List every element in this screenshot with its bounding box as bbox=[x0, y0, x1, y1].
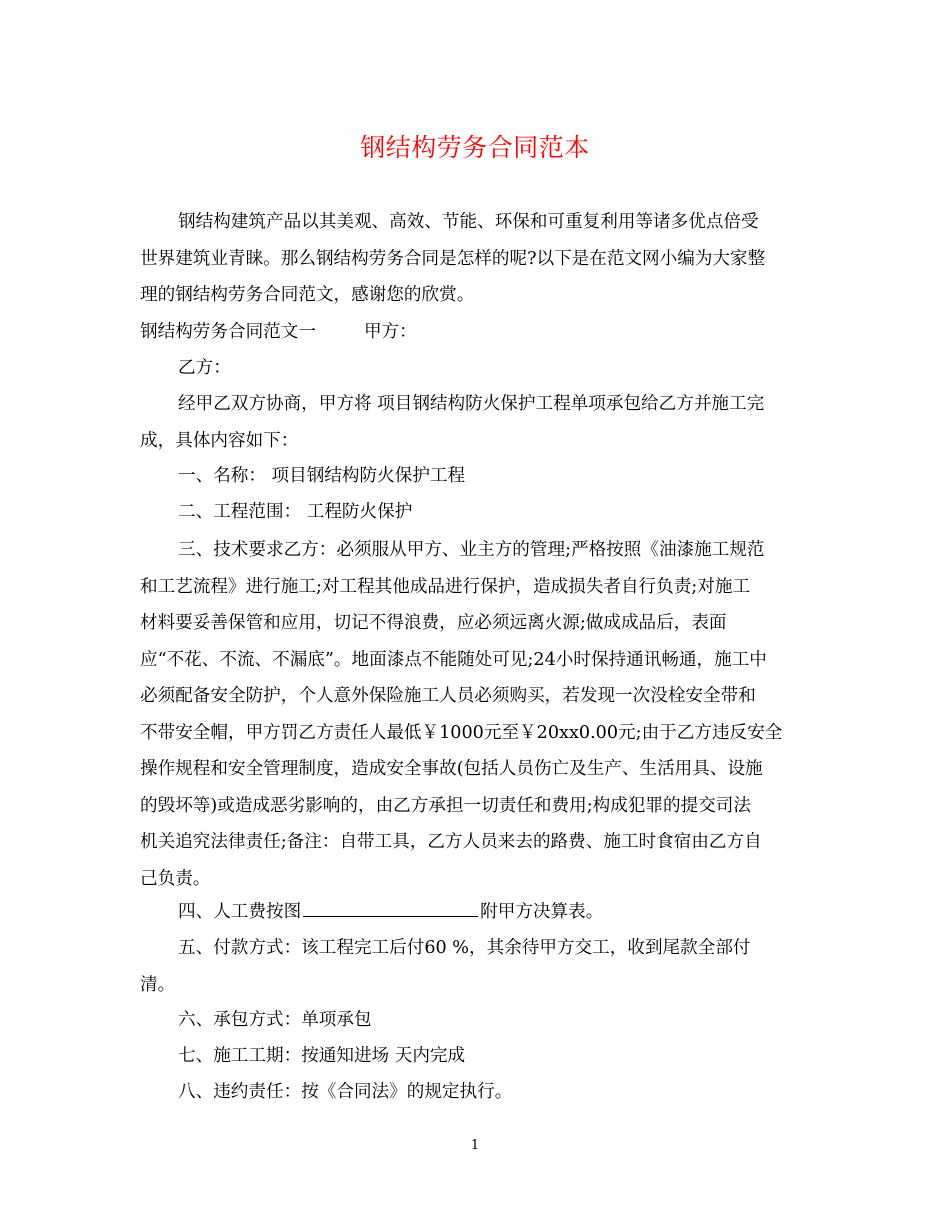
clause-2 bbox=[140, 494, 820, 531]
fill-in-blank bbox=[303, 899, 478, 917]
intro-paragraph bbox=[140, 204, 820, 314]
clause-4 bbox=[140, 894, 820, 931]
clause-5 bbox=[140, 930, 820, 1003]
text-line: 己负责。 bbox=[140, 868, 211, 889]
clause-1 bbox=[140, 458, 820, 495]
clause-6 bbox=[140, 1002, 820, 1039]
text-line: 的毁坏等)或造成恶劣影响的，由乙方承担一切责任和费用;构成犯罪的提交司法 bbox=[140, 795, 751, 816]
text-line: 五、付款方式：该工程完工后付60 %，其余待甲方交工，收到尾款全部付 bbox=[178, 938, 751, 958]
clause-4-suffix: 附甲方决算表。 bbox=[480, 902, 604, 922]
text-line: 七、施工工期：按通知进场 天内完成 bbox=[178, 1046, 466, 1066]
sample-heading: 钢结构劳务合同范文一 bbox=[140, 322, 316, 342]
text-line: 操作规程和安全管理制度，造成安全事故(包括人员伤亡及生产、生活用具、设施 bbox=[140, 759, 763, 779]
text-line: 机关追究法律责任;备注：自带工具，乙方人员来去的路费、施工时食宿由乙方自 bbox=[140, 832, 762, 852]
party-b-line bbox=[140, 350, 820, 387]
clause-4-prefix: 四、人工费按图 bbox=[178, 902, 302, 922]
text-line: 理的钢结构劳务合同范文，感谢您的欣赏。 bbox=[140, 285, 475, 305]
text-line: 不带安全帽，甲方罚乙方责任人最低￥1000元至￥20xx0.00元;由于乙方违反安全 bbox=[140, 722, 783, 743]
document-title: 钢结构劳务合同范本 bbox=[360, 133, 590, 162]
text-line: 二、工程范围： 工程防火保护 bbox=[178, 502, 413, 522]
text-line: 世界建筑业青睐。那么钢结构劳务合同是怎样的呢?以下是在范文网小编为大家整 bbox=[140, 248, 766, 269]
preamble-paragraph bbox=[140, 386, 820, 459]
party-b-label: 乙方： bbox=[178, 358, 231, 378]
party-a-label: 甲方： bbox=[363, 322, 417, 342]
text-line: 钢结构建筑产品以其美观、高效、节能、环保和可重复利用等诸多优点倍受 bbox=[178, 212, 759, 232]
text-line: 应“不花、不流、不漏底”。地面漆点不能随处可见;24小时保持通讯畅通，施工中 bbox=[140, 649, 767, 670]
clause-8 bbox=[140, 1074, 820, 1111]
text-line: 材料要妥善保管和应用，切记不得浪费，应必须远离火源;做成成品后，表面 bbox=[140, 613, 727, 633]
text-line: 成，具体内容如下： bbox=[140, 430, 299, 451]
sample-heading-line bbox=[140, 314, 820, 351]
text-line: 和工艺流程》进行施工;对工程其他成品进行保护，造成损失者自行负责;对施工 bbox=[140, 576, 751, 597]
clause-7 bbox=[140, 1038, 820, 1075]
page-number: 1 bbox=[470, 1138, 480, 1153]
text-line: 八、违约责任：按《合同法》的规定执行。 bbox=[178, 1082, 513, 1102]
text-line: 经甲乙双方协商，甲方将 项目钢结构防火保护工程单项承包给乙方并施工完 bbox=[178, 394, 765, 414]
clause-3 bbox=[140, 532, 820, 897]
text-line: 必须配备安全防护，个人意外保险施工人员必须购买，若发现一次没栓安全带和 bbox=[140, 686, 756, 706]
text-line: 清。 bbox=[140, 974, 176, 995]
text-line: 三、技术要求乙方：必须服从甲方、业主方的管理;严格按照《油漆施工规范 bbox=[178, 540, 765, 560]
text-line: 六、承包方式：单项承包 bbox=[178, 1010, 372, 1030]
text-line: 一、名称： 项目钢结构防火保护工程 bbox=[178, 466, 466, 486]
